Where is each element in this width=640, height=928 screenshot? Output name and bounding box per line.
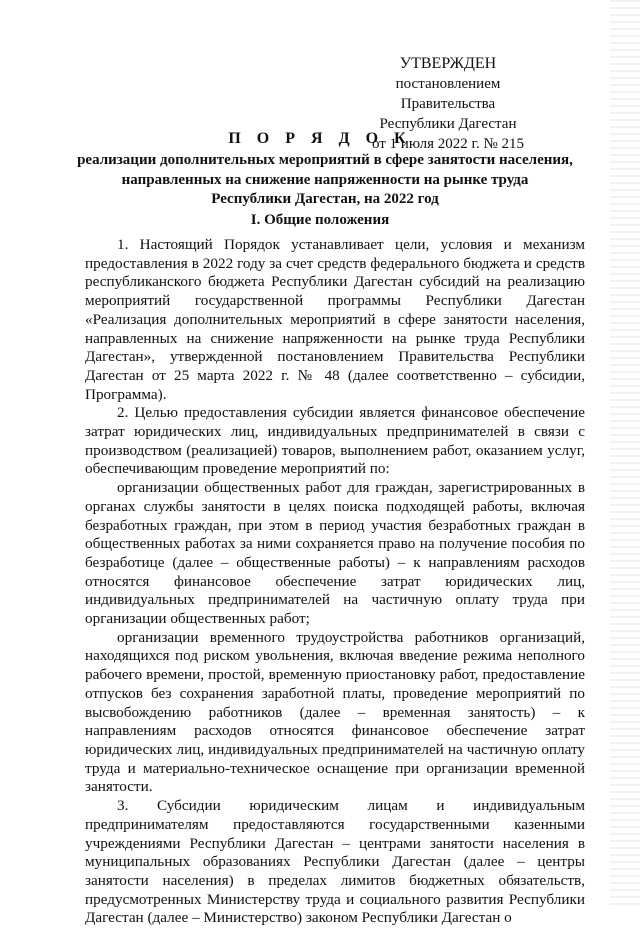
paragraph: 2. Целью предоставления субсидии является финансовое обеспечение затрат юридических лиц, индивидуальных предпринимателей в связи с производством (реализацией) товаров, выполнением работ, оказанием услуг, обеспечивающим проведение мероприятий по: [85, 404, 585, 478]
subtitle-line: реализации дополнительных мероприятий в сфере занятости населения, [77, 152, 573, 168]
subtitle-line: Республики Дагестан, на 2022 год [211, 191, 439, 207]
body-text [85, 236, 585, 928]
section-heading: I. Общие положения [250, 212, 390, 228]
approval-line: Республики Дагестан [379, 116, 517, 132]
paragraph: 3. Субсидии юридическим лицам и индивидуальным предпринимателям предоставляются государственными казенными учреждениями Республики Дагестан – центрами занятости населения в муниципальных образованиях Республики Дагестан (далее – центры занятости населения) в пределах лимитов бюджетных обязательств, предусмотренных Министерству труда и социального развития Республики Дагестан (далее – Министерство) законом Республики Дагестан о [85, 797, 585, 927]
approval-line: постановлением Правительства [395, 76, 501, 112]
paragraph: организации временного трудоустройства работников организаций, находящихся под риском увольнения, включая введение режима неполного рабочего времени, простой, временную приостановку работ, предоставление отпусков без сохранения заработной платы, проведение мероприятий по высвобождению работников (далее – временная занятость) – к направлениям расходов относятся финансовое обеспечение затрат юридических лиц, индивидуальных предпринимателей на частичную оплату труда и материально-техническое оснащение при организации временной занятости. [85, 628, 585, 796]
approval-heading: УТВЕРЖДЕН [399, 55, 497, 72]
paragraph: организации общественных работ для граждан, зарегистрированных в органах службы занятости в целях поиска подходящей работы, включая безработных граждан, при этом в период участия безработных граждан в общественных работах за ними сохраняется право на получение пособия по безработице (далее – общественные работы) – к направлениям расходов относятся финансовое обеспечение затрат юридических лиц, индивидуальных предпринимателей на частичную оплату труда при организации общественных работ; [85, 479, 585, 628]
subtitle-line: направленных на снижение напряженности на рынке труда [121, 171, 529, 188]
paragraph: 1. Настоящий Порядок устанавливает цели, условия и механизм предоставления в 2022 году за счет средств федерального бюджета и средств республиканского бюджета Республики Дагестан субсидий на реализацию мероприятий государственной программы Республики Дагестан «Реализация дополнительных мероприятий в сфере занятости населения, направленных на снижение напряженности на рынке труда Республики Дагестан», утвержденной постановлением Правительства Республики Дагестан от 25 марта 2022 г. № 48 (далее соответственно – субсидии, Программа). [85, 236, 585, 403]
approval-date: от 1 июля 2022 г. № 215 [371, 136, 525, 152]
document-title: П О Р Я Д О К [228, 130, 412, 147]
document-subtitle [60, 151, 590, 210]
